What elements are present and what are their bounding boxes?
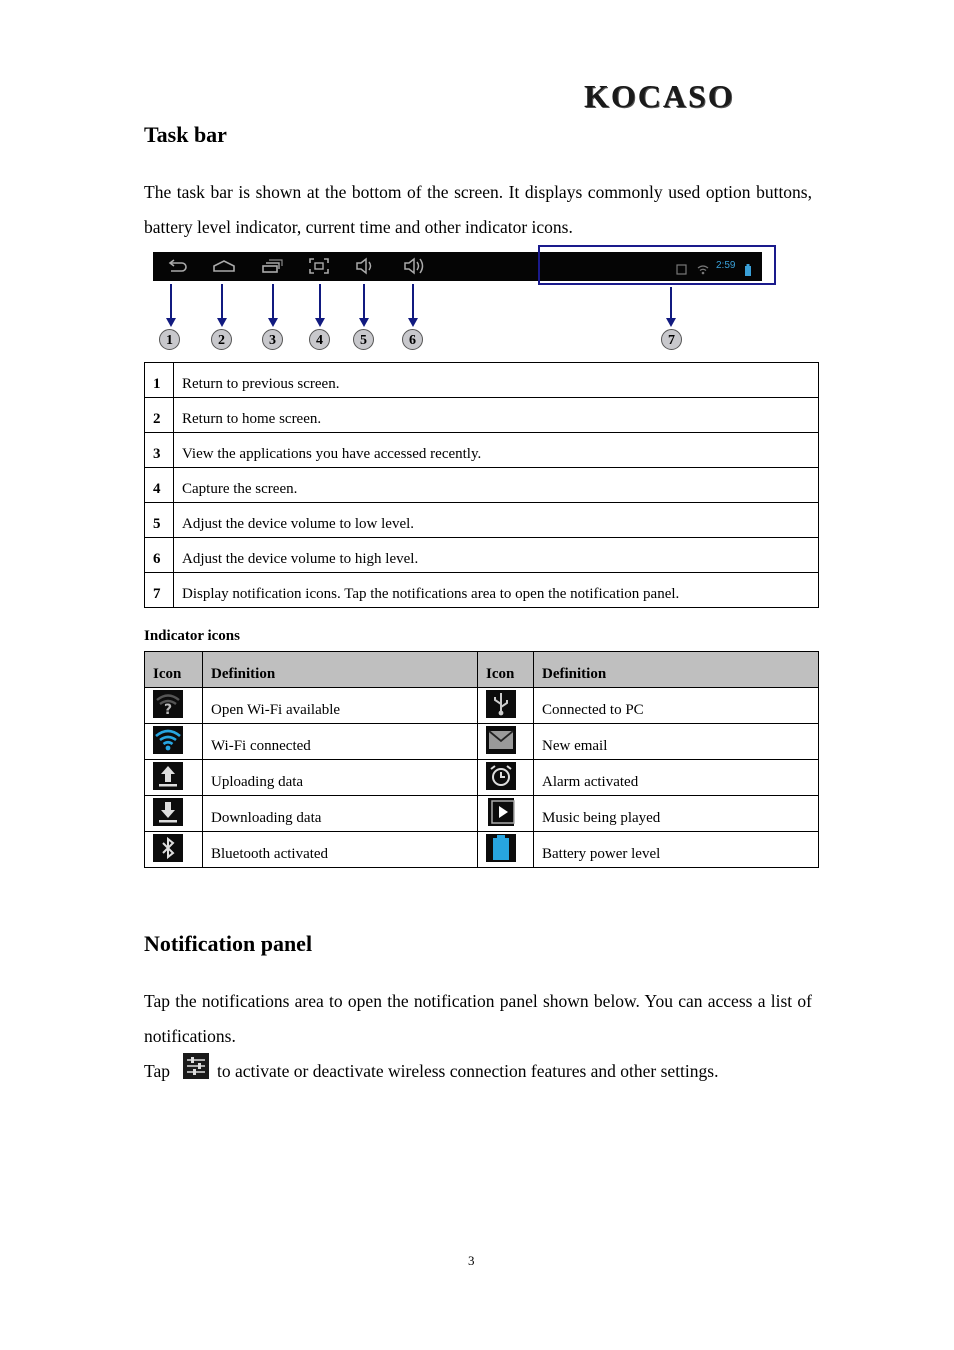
indicator-icons-label: Indicator icons: [144, 628, 240, 644]
callout-arrowhead: [315, 318, 325, 327]
volume-down-icon: [353, 256, 377, 276]
callout-2: 2: [211, 329, 232, 350]
definition-cell: Alarm activated: [534, 760, 819, 796]
row-number: 3: [145, 433, 174, 468]
callout-arrow: [170, 284, 172, 320]
notification-paragraph: Tap the notifications area to open the notification panel shown below. You can access a list of notifications.: [144, 991, 812, 1046]
callout-4: 4: [309, 329, 330, 350]
callout-arrowhead: [268, 318, 278, 327]
row-description: Return to home screen.: [174, 398, 819, 433]
taskbar-title: Task bar: [144, 122, 227, 147]
definition-cell: Uploading data: [203, 760, 478, 796]
table-row: [145, 832, 819, 868]
bluetooth-icon: [153, 834, 183, 862]
table-row: [145, 724, 819, 760]
back-icon: [165, 256, 189, 276]
row-description: View the applications you have accessed recently.: [174, 433, 819, 468]
callout-arrow: [412, 284, 414, 320]
callout-1: 1: [159, 329, 180, 350]
column-header: Definition: [534, 652, 819, 688]
table-row: [145, 538, 819, 573]
table-row: [145, 760, 819, 796]
callout-arrow: [319, 284, 321, 320]
indicator-icons-table: [144, 651, 819, 868]
definition-cell: Downloading data: [203, 796, 478, 832]
column-header: Definition: [203, 652, 478, 688]
callout-6: 6: [402, 329, 423, 350]
wifi-connected-icon: [153, 726, 183, 754]
row-description: Capture the screen.: [174, 468, 819, 503]
download-icon: [153, 798, 183, 826]
callout-arrow: [221, 284, 223, 320]
table-row: [145, 573, 819, 608]
email-icon: [486, 726, 516, 754]
notification-panel-title: Notification panel: [144, 931, 313, 956]
callout-arrow: [363, 284, 365, 320]
kocaso-logo: KOCASO: [584, 78, 735, 114]
column-header: Icon: [478, 652, 534, 688]
callout-arrowhead: [666, 318, 676, 327]
row-number: 4: [145, 468, 174, 503]
row-number: 6: [145, 538, 174, 573]
taskbar-functions-table: [144, 362, 819, 608]
row-description: Display notification icons. Tap the notifications area to open the notification panel.: [174, 573, 819, 608]
row-number: 5: [145, 503, 174, 538]
tap-suffix: to activate or deactivate wireless connection features and other settings.: [217, 1061, 719, 1081]
table-row: [145, 688, 819, 724]
notification-area-highlight: [538, 245, 776, 285]
callout-5: 5: [353, 329, 374, 350]
definition-cell: Battery power level: [534, 832, 819, 868]
definition-cell: Bluetooth activated: [203, 832, 478, 868]
row-number: 2: [145, 398, 174, 433]
table-row: [145, 468, 819, 503]
status-time: 2:59: [716, 260, 736, 271]
table-row: [145, 363, 819, 398]
svg-text:?: ?: [164, 702, 173, 718]
alarm-icon: [486, 762, 516, 790]
taskbar-paragraph: The task bar is shown at the bottom of the screen. It displays commonly used option buttons, battery level indicator, current time and other indicator icons.: [144, 182, 812, 237]
table-row: [145, 503, 819, 538]
page-number: 3: [468, 1253, 475, 1268]
usb-icon: [486, 690, 516, 718]
column-header: Icon: [145, 652, 203, 688]
table-row: [145, 398, 819, 433]
tap-prefix: Tap: [144, 1061, 170, 1081]
upload-icon: [153, 762, 183, 790]
definition-cell: Wi-Fi connected: [203, 724, 478, 760]
callout-arrowhead: [359, 318, 369, 327]
table-row: [145, 796, 819, 832]
callout-arrowhead: [217, 318, 227, 327]
table-header-row: [145, 652, 819, 688]
home-icon: [211, 256, 237, 276]
wifi-open-icon: [153, 690, 183, 718]
battery-icon: [486, 834, 516, 862]
recent-apps-icon: [260, 256, 284, 276]
row-number: 7: [145, 573, 174, 608]
definition-cell: Music being played: [534, 796, 819, 832]
row-description: Return to previous screen.: [174, 363, 819, 398]
callout-arrowhead: [408, 318, 418, 327]
callout-7: 7: [661, 329, 682, 350]
callout-arrow: [272, 284, 274, 320]
settings-sliders-icon: [183, 1053, 209, 1079]
volume-up-icon: [401, 256, 427, 276]
definition-cell: Connected to PC: [534, 688, 819, 724]
row-number: 1: [145, 363, 174, 398]
row-description: Adjust the device volume to low level.: [174, 503, 819, 538]
row-description: Adjust the device volume to high level.: [174, 538, 819, 573]
play-icon: [488, 798, 514, 826]
callout-arrowhead: [166, 318, 176, 327]
definition-cell: New email: [534, 724, 819, 760]
table-row: [145, 433, 819, 468]
screenshot-icon: [307, 256, 331, 276]
callout-arrow: [670, 287, 672, 320]
definition-cell: Open Wi-Fi available: [203, 688, 478, 724]
callout-3: 3: [262, 329, 283, 350]
